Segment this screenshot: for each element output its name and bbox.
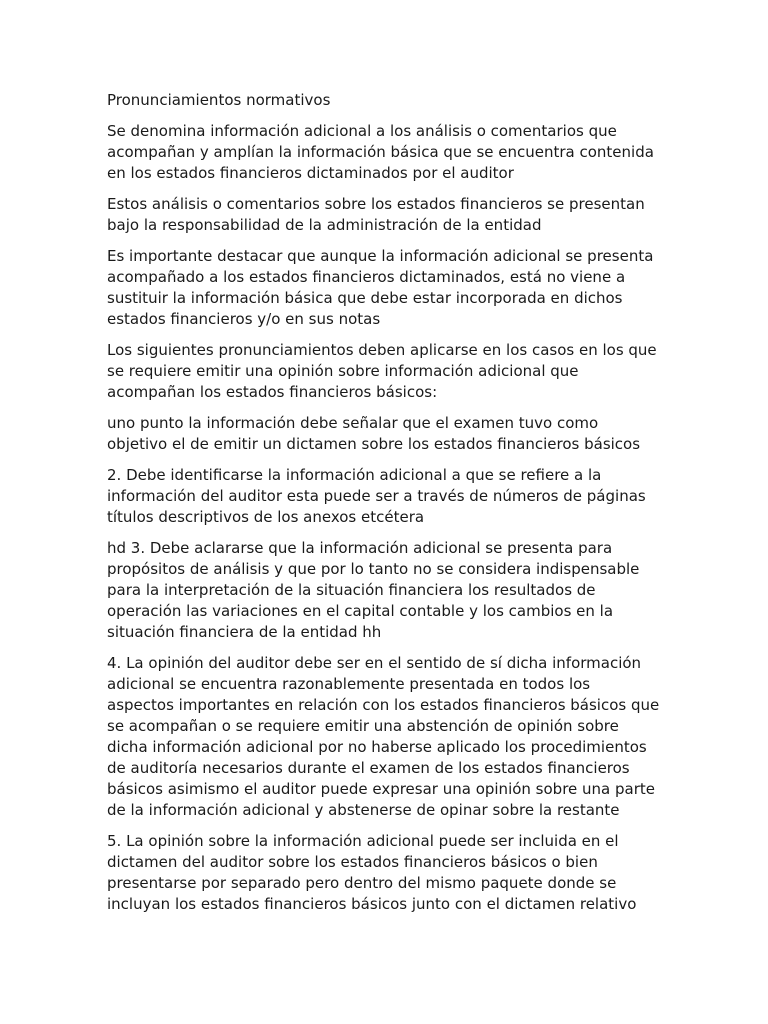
paragraph-5: uno punto la información debe señalar que el examen tuvo como objetivo el de emitir un dictamen sobre los estados financieros básicos	[107, 414, 641, 453]
document-page	[107, 90, 667, 925]
paragraph-1: Se denomina información adicional a los análisis o comentarios que acompañan y amplían la información básica que se encuentra contenida en los estados financieros dictaminados por el auditor	[107, 122, 654, 182]
paragraph-7: hd 3. Debe aclararse que la información adicional se presenta para propósitos de análisis y que por lo tanto no se considera indispensable para la interpretación de la situación financiera los resultados de operación las variaciones en el capital contable y los cambios en la situación financiera de la entidad hh	[107, 539, 640, 641]
paragraph-9: 5. La opinión sobre la información adicional puede ser incluida en el dictamen del auditor sobre los estados financieros básicos o bien presentarse por separado pero dentro del mismo paquete donde se incluyan los estados financieros básicos junto con el dictamen relativo	[107, 832, 637, 913]
paragraph-8: 4. La opinión del auditor debe ser en el sentido de sí dicha información adicional se encuentra razonablemente presentada en todos los aspectos importantes en relación con los estados financieros básicos que se acompañan o se requiere emitir una abstención de opinión sobre dicha información adicional por no haberse aplicado los procedimientos de auditoría necesarios durante el examen de los estados financieros básicos asimismo el auditor puede expresar una opinión sobre una parte de la información adicional y abstenerse de opinar sobre la restante	[107, 654, 660, 819]
paragraph-4: Los siguientes pronunciamientos deben aplicarse en los casos en los que se requiere emitir una opinión sobre información adicional que acompañan los estados financieros básicos:	[107, 341, 657, 401]
paragraph-6: 2. Debe identificarse la información adicional a que se refiere a la información del auditor esta puede ser a través de números de páginas títulos descriptivos de los anexos etcétera	[107, 466, 646, 526]
document-title: Pronunciamientos normativos	[107, 91, 331, 109]
paragraph-2: Estos análisis o comentarios sobre los estados financieros se presentan bajo la responsabilidad de la administración de la entidad	[107, 195, 645, 234]
paragraph-3: Es importante destacar que aunque la información adicional se presenta acompañado a los estados financieros dictaminados, está no viene a sustituir la información básica que debe estar incorporada en dichos estados financieros y/o en sus notas	[107, 247, 654, 328]
